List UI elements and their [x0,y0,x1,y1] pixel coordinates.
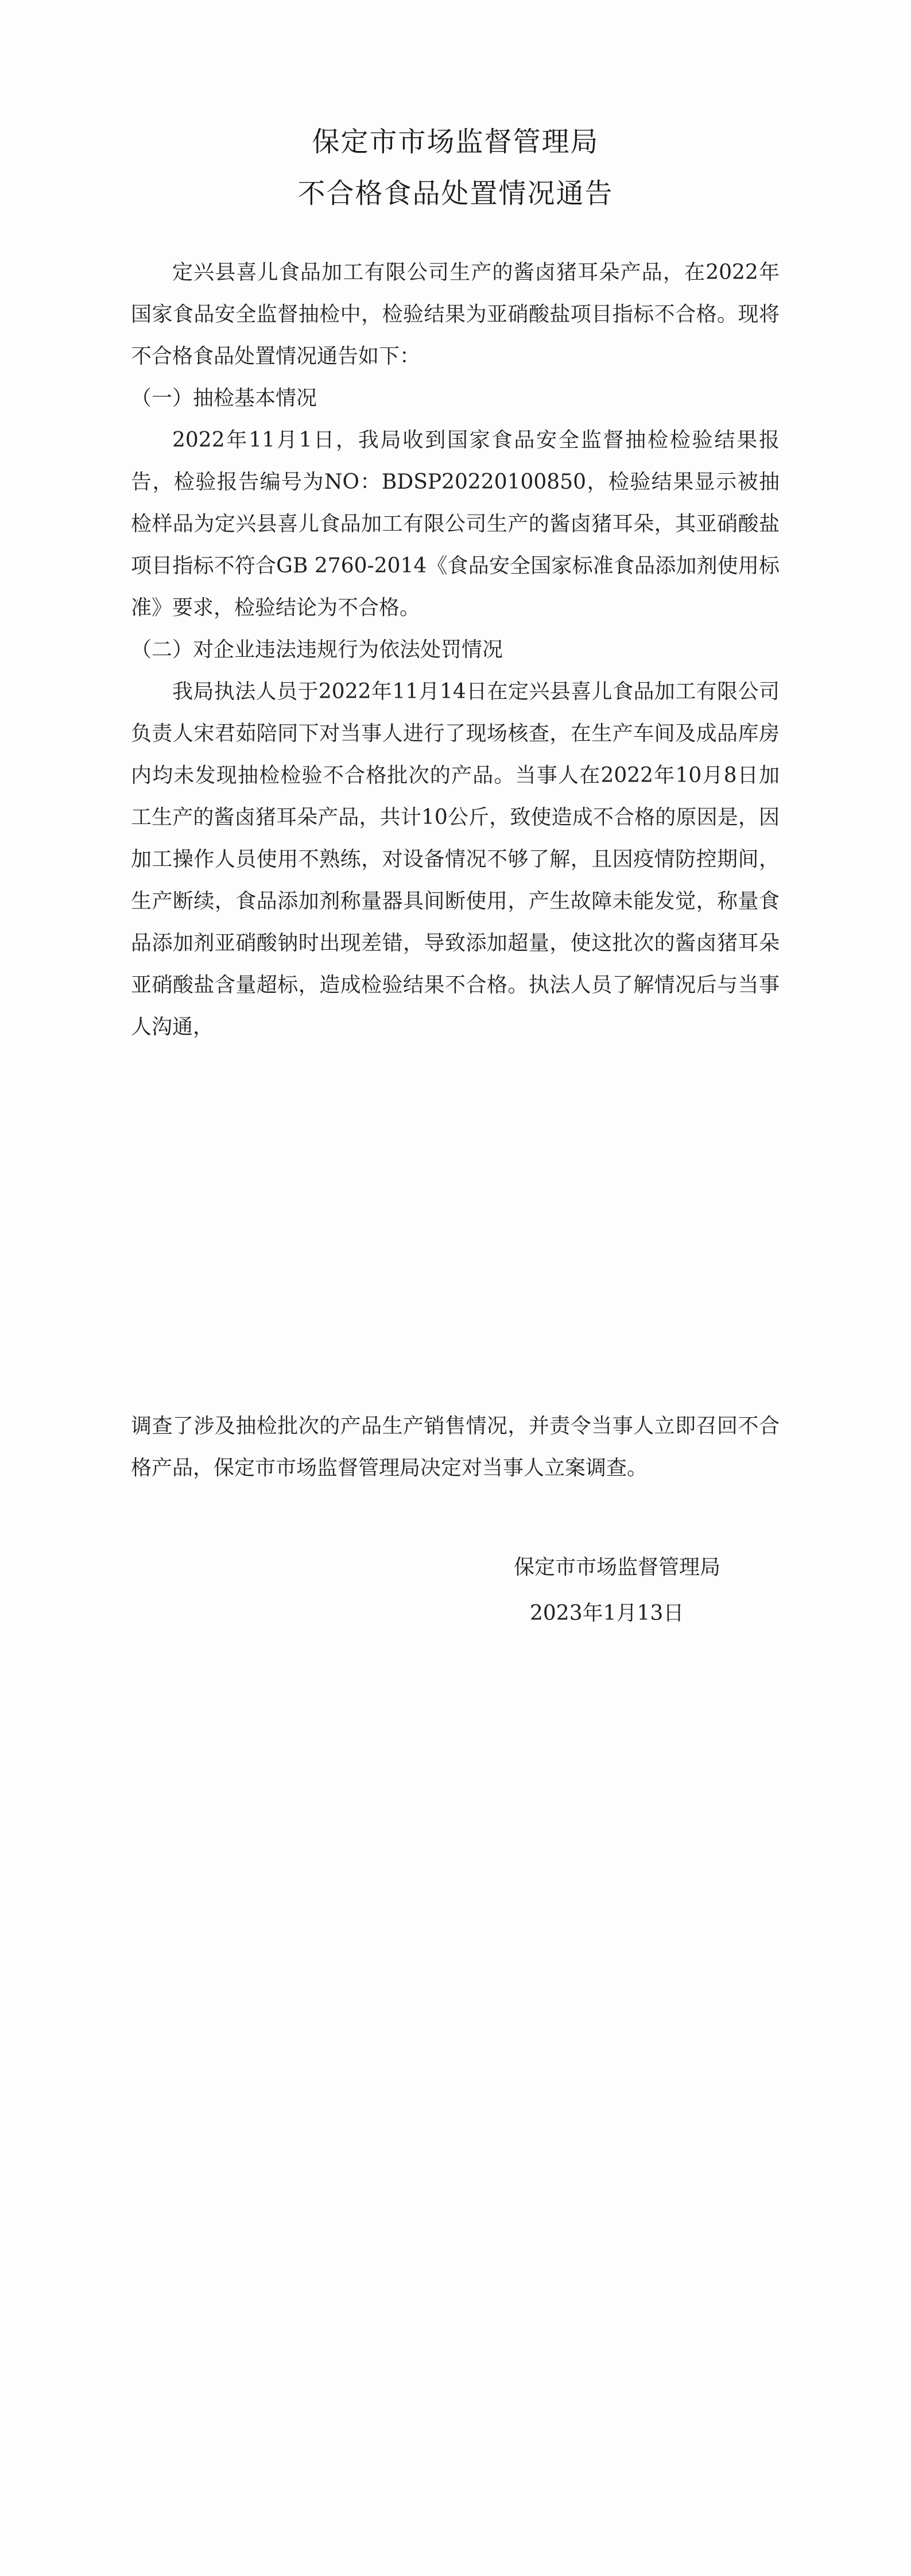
intro-paragraph: 定兴县喜儿食品加工有限公司生产的酱卤猪耳朵产品，在2022年国家食品安全监督抽检中，检验结果为亚硝酸盐项目指标不合格。现将不合格食品处置情况通告如下： [131,261,780,368]
section2-heading: （二）对企业违法违规行为依法处罚情况 [131,638,503,662]
document-title-line1: 保定市市场监督管理局 [312,126,599,158]
signature-date: 2023年1月13日 [530,1602,684,1625]
continuation-paragraph: 调查了涉及抽检批次的产品生产销售情况，并责令当事人立即召回不合格产品，保定市市场监督管理局决定对当事人立案调查。 [131,1414,780,1480]
section1-heading: （一）抽检基本情况 [131,386,317,410]
section1-paragraph: 2022年11月1日，我局收到国家食品安全监督抽检检验结果报告，检验报告编号为NO：BDSP20220100850，检验结果显示被抽检样品为定兴县喜儿食品加工有限公司生产的酱卤猪耳朵，其亚硝酸盐项目指标不符合GB 2760-2014《食品安全国家标准食品添加剂使用标准》要求，检验结论为不合格。 [131,428,780,620]
signature-organization: 保定市市场监督管理局 [514,1556,721,1579]
document-title-line2: 不合格食品处置情况通告 [297,177,614,210]
section2-paragraph: 我局执法人员于2022年11月14日在定兴县喜儿食品加工有限公司负责人宋君茹陪同下对当事人进行了现场核查，在生产车间及成品库房内均未发现抽检检验不合格批次的产品。当事人在2022年10月8日加工生产的酱卤猪耳朵产品，共计10公斤，致使造成不合格的原因是，因加工操作人员使用不熟练，对设备情况不够了解，且因疫情防控期间，生产断续，食品添加剂称量器具间断使用，产生故障未能发觉，称量食品添加剂亚硝酸钠时出现差错，导致添加超量，使这批次的酱卤猪耳朵亚硝酸盐含量超标，造成检验结果不合格。执法人员了解情况后与当事人沟通， [131,680,780,1039]
